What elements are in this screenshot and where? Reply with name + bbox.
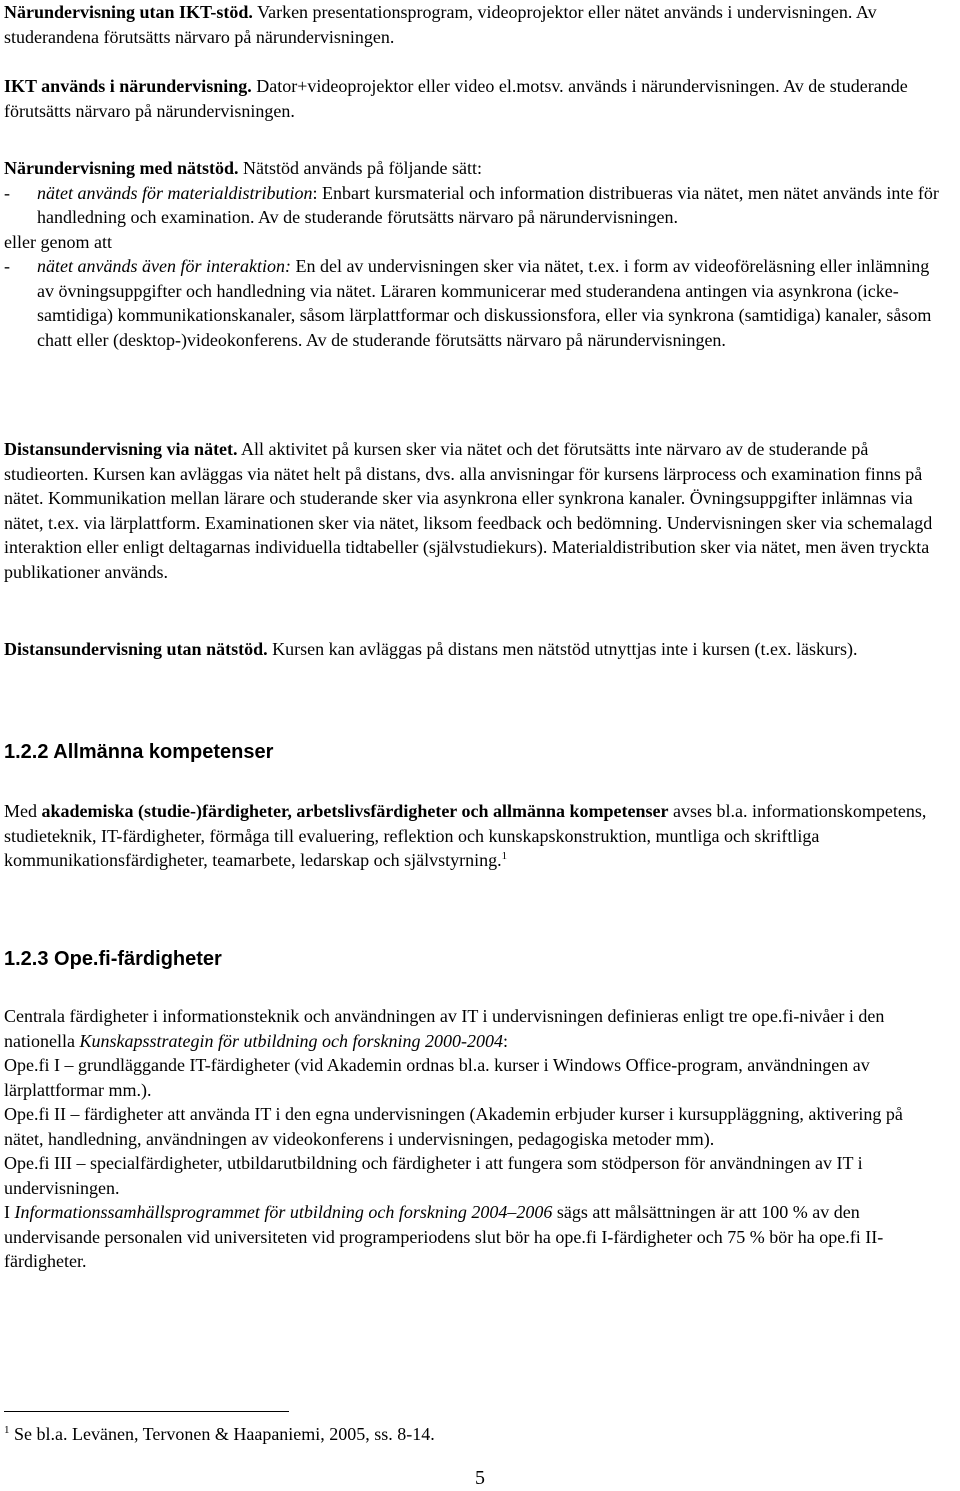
list-item-text: : Enbart kursmaterial och information distribueras via nätet, men nätet används inte för handledning och examination. Av de studerande förutsätts närvaro på närundervisningen.: [37, 182, 939, 227]
footnote-number: 1: [4, 1424, 10, 1436]
section-opefi-body: [4, 1004, 946, 1274]
section-heading-allmanna-kompetenser: 1.2.2 Allmänna kompetenser: [4, 741, 274, 763]
paragraph-distans-via-natet: [4, 437, 946, 584]
paragraph-text: Nätstöd används på följande sätt:: [238, 158, 482, 178]
term-heading: Närundervisning utan IKT-stöd.: [4, 2, 253, 22]
term-heading: Distansundervisning via nätet.: [4, 439, 238, 459]
footnote-divider: [4, 1411, 289, 1412]
term-heading: IKT används i närundervisning.: [4, 76, 252, 96]
paragraph-text: Dator+videoprojektor eller video el.motsv. används i närundervisningen. Av de studerande förutsätts närvaro på närundervisningen.: [4, 76, 908, 121]
footnote-reference: 1: [501, 850, 508, 862]
opefi-closing: I Informationssamhällsprogrammet för utbildning och forskning 2004–2006 sägs att målsättningen är att 100 % av den undervisande personalen vid universiteten vid programperiodens slut bör ha ope.fi I-färdigheter och 75 % bör ha ope.fi II-färdigheter.: [4, 1202, 884, 1271]
list-dash: -: [4, 182, 10, 203]
paragraph-narundervisning-med-natstod: [4, 156, 946, 352]
paragraph-text: Varken presentationsprogram, videoprojektor eller nätet används i undervisningen. Av studerandena förutsätts närvaro på närundervisningen.: [4, 2, 877, 47]
opefi-level-1: Ope.fi I – grundläggande IT-färdigheter (vid Akademin ordnas bl.a. kurser i Windows Office-program, användningen av lärplattformar mm.).: [4, 1055, 870, 1100]
connector-line: eller genom att: [4, 231, 112, 252]
list-item-term: nätet används för materialdistribution: [37, 182, 313, 203]
term-heading: Närundervisning med nätstöd.: [4, 158, 239, 178]
paragraph-text: Med: [4, 801, 42, 821]
paragraph-allmanna-kompetenser: [4, 799, 946, 873]
page-number: 5: [475, 1467, 485, 1489]
paragraph-text: All aktivitet på kursen sker via nätet och det förutsätts inte närvaro av de studerande på studieorten. Kursen kan avläggas via nätet helt på distans, dvs. alla anvisningar för kursens lärprocess och examination finns på nätet. Kommunikation mellan lärare och studerande sker via asynkrona eller synkrona kanaler. Övningsuppgifter inlämnas via nätet, t.ex. via lärplattform. Examinationen sker via nätet, liksom feedback och bedömning. Undervisningen sker via schemalagd interaktion eller enligt deltagarnas individuella tidtabeller (självstudiekurs). Materialdistribution sker via nätet, men även tryckta publikationer används.: [4, 439, 933, 582]
footnote-text: Se bl.a. Levänen, Tervonen & Haapaniemi, 2005, ss. 8-14.: [9, 1424, 435, 1444]
paragraph-distans-utan-natstod: [4, 637, 946, 662]
paragraph-lead: [4, 156, 946, 181]
opefi-level-2: Ope.fi II – färdigheter att använda IT i den egna undervisningen (Akademin erbjuder kurser i kursuppläggning, aktivering på nätet, handledning, användningen av videokonferens i undervisningen, pedagogiska metoder mm).: [4, 1104, 903, 1149]
list-item-text: En del av undervisningen sker via nätet, t.ex. i form av videoföreläsning eller inlämning av övningsuppgifter och handledning via nätet. Läraren kommunicerar med studerandena antingen via asynkrona (icke-samtidiga) kommunikationskanaler, såsom lärplattformar och diskussionsfora, eller via synkrona (samtidiga) kanaler, såsom chatt eller (desktop-)videokonferens. Av de studerande förutsätts närvaro på närundervisningen.: [37, 256, 932, 350]
paragraph-text: Kursen kan avläggas på distans men nätstöd utnyttjas inte i kursen (t.ex. läskurs).: [267, 639, 858, 659]
paragraph-narundervisning-utan-ikt: [4, 0, 946, 49]
footnote: [4, 1424, 435, 1444]
list-item-materialdistribution: [4, 181, 946, 230]
list-item-interaktion: [4, 254, 946, 352]
opefi-intro: Centrala färdigheter i informationsteknik och användningen av IT i undervisningen definieras enligt tre ope.fi-nivåer i den nationella Kunskapsstrategin för utbildning och forskning 2000-2004:: [4, 1006, 885, 1051]
section-heading-opefi: 1.2.3 Ope.fi-färdigheter: [4, 948, 222, 970]
term-heading: Distansundervisning utan nätstöd.: [4, 639, 268, 659]
list-item-term: nätet används även för interaktion:: [37, 256, 291, 276]
opefi-level-3: Ope.fi III – specialfärdigheter, utbildarutbildning och färdigheter i att fungera som stödperson för användningen av IT i undervisningen.: [4, 1153, 863, 1198]
list-dash: -: [4, 256, 10, 276]
strategy-title: Kunskapsstrategin för utbildning och forskning 2000-2004: [79, 1030, 503, 1051]
paragraph-text: avses bl.a. informationskompetens, studieteknik, IT-färdigheter, förmåga till evaluering, reflektion och kunskapskonstruktion, muntliga och skriftliga kommunikationsfärdigheter, teamarbete, ledarskap och självstyrning.: [4, 801, 927, 870]
bold-phrase: akademiska (studie-)färdigheter, arbetslivsfärdigheter och allmänna kompetenser: [41, 801, 669, 821]
paragraph-ikt-anvands: [4, 74, 946, 123]
program-title: Informationssamhällsprogrammet för utbildning och forskning 2004–2006: [14, 1202, 553, 1222]
